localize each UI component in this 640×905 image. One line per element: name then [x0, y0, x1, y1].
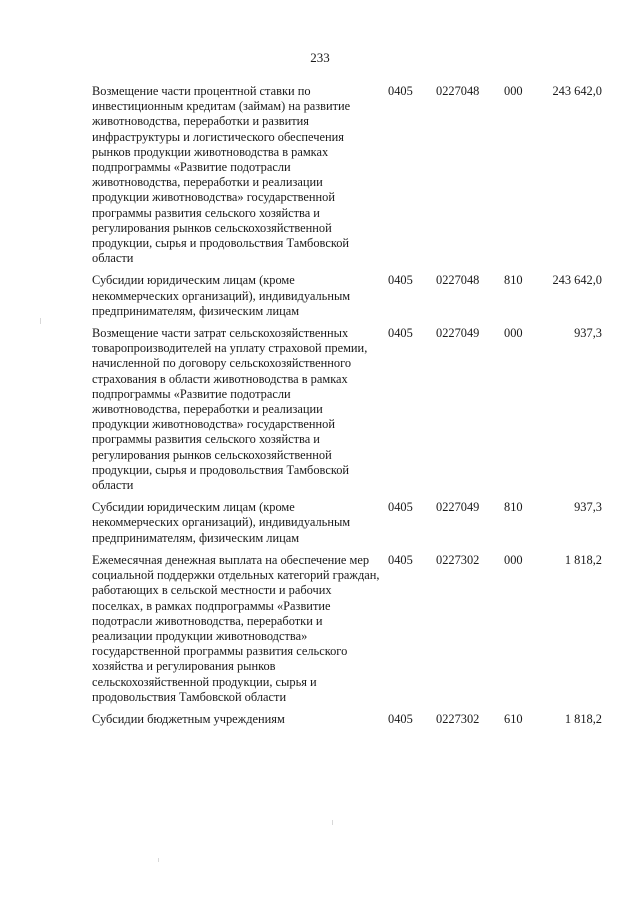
target-code: 0227048 [436, 273, 480, 288]
target-code: 0227302 [436, 552, 480, 567]
section-code: 0405 [388, 552, 413, 567]
table-row [92, 84, 602, 273]
section-code: 0405 [388, 273, 413, 288]
expense-type-code: 000 [504, 552, 523, 567]
expense-type-code: 000 [504, 84, 523, 98]
scan-mark [158, 858, 159, 862]
section-code: 0405 [388, 84, 413, 98]
scan-mark [40, 318, 41, 324]
page-number: 233 [310, 50, 330, 65]
expense-name: Возмещение части процентной ставки по инвестиционным кредитам (займам) на развитие животноводства, переработки и развития инфраструктуры и логистического обеспечения рынков продукции животноводства в рамках подпрограммы «Развитие подотрасли животноводства, переработки и реализации продукции животноводства» государственной программы развития сельского хозяйства и регулирования рынков сельскохозяйственной продукции, сырья и продовольствия Тамбовской области [92, 84, 351, 266]
expense-type-code: 610 [504, 711, 523, 726]
section-code: 0405 [388, 326, 413, 341]
scan-mark [332, 820, 333, 825]
expense-name: Субсидии юридическим лицам (кроме некоммерческих организаций), индивидуальным предпринимателям, физическим лицам [92, 500, 351, 545]
target-code: 0227049 [436, 500, 480, 515]
expense-type-code: 810 [504, 500, 523, 515]
table-row [92, 326, 602, 500]
expense-name: Ежемесячная денежная выплата на обеспечение мер социальной поддержки отдельных категорий граждан, работающих в сельской местности и рабочих поселках, в рамках подпрограммы «Развитие подотрасли животноводства, переработки и реализации продукции животноводства» государственной программы развития сельского хозяйства и регулирования рынков сельскохозяйственной продукции, сырья и продовольствия Тамбовской области [92, 552, 380, 704]
expense-name: Субсидии юридическим лицам (кроме некоммерческих организаций), индивидуальным предпринимателям, физическим лицам [92, 273, 351, 318]
expense-name: Возмещение части затрат сельскохозяйственных товаропроизводителей на уплату страховой премии, начисленной по договору сельскохозяйственного страхования в области животноводства в рамках подпрограммы «Развитие подотрасли животноводства, переработки и реализации продукции животноводства» государственной программы развития сельского хозяйства и регулирования рынков сельскохозяйственной продукции, сырья и продовольствия Тамбовской области [92, 326, 368, 493]
expense-type-code: 810 [504, 273, 523, 288]
target-code: 0227048 [436, 84, 480, 98]
expense-type-code: 000 [504, 326, 523, 341]
section-code: 0405 [388, 711, 413, 726]
amount: 1 818,2 [564, 711, 602, 726]
amount: 243 642,0 [552, 273, 602, 288]
section-code: 0405 [388, 500, 413, 515]
target-code: 0227049 [436, 326, 480, 341]
amount: 1 818,2 [564, 552, 602, 567]
expense-name: Субсидии бюджетным учреждениям [92, 711, 285, 726]
table-row [92, 712, 602, 734]
table-row [92, 273, 602, 326]
target-code: 0227302 [436, 711, 480, 726]
table-row [92, 553, 602, 712]
amount: 937,3 [574, 326, 602, 341]
table-row [92, 500, 602, 553]
budget-table [92, 84, 602, 734]
amount: 243 642,0 [552, 84, 602, 98]
amount: 937,3 [574, 500, 602, 515]
